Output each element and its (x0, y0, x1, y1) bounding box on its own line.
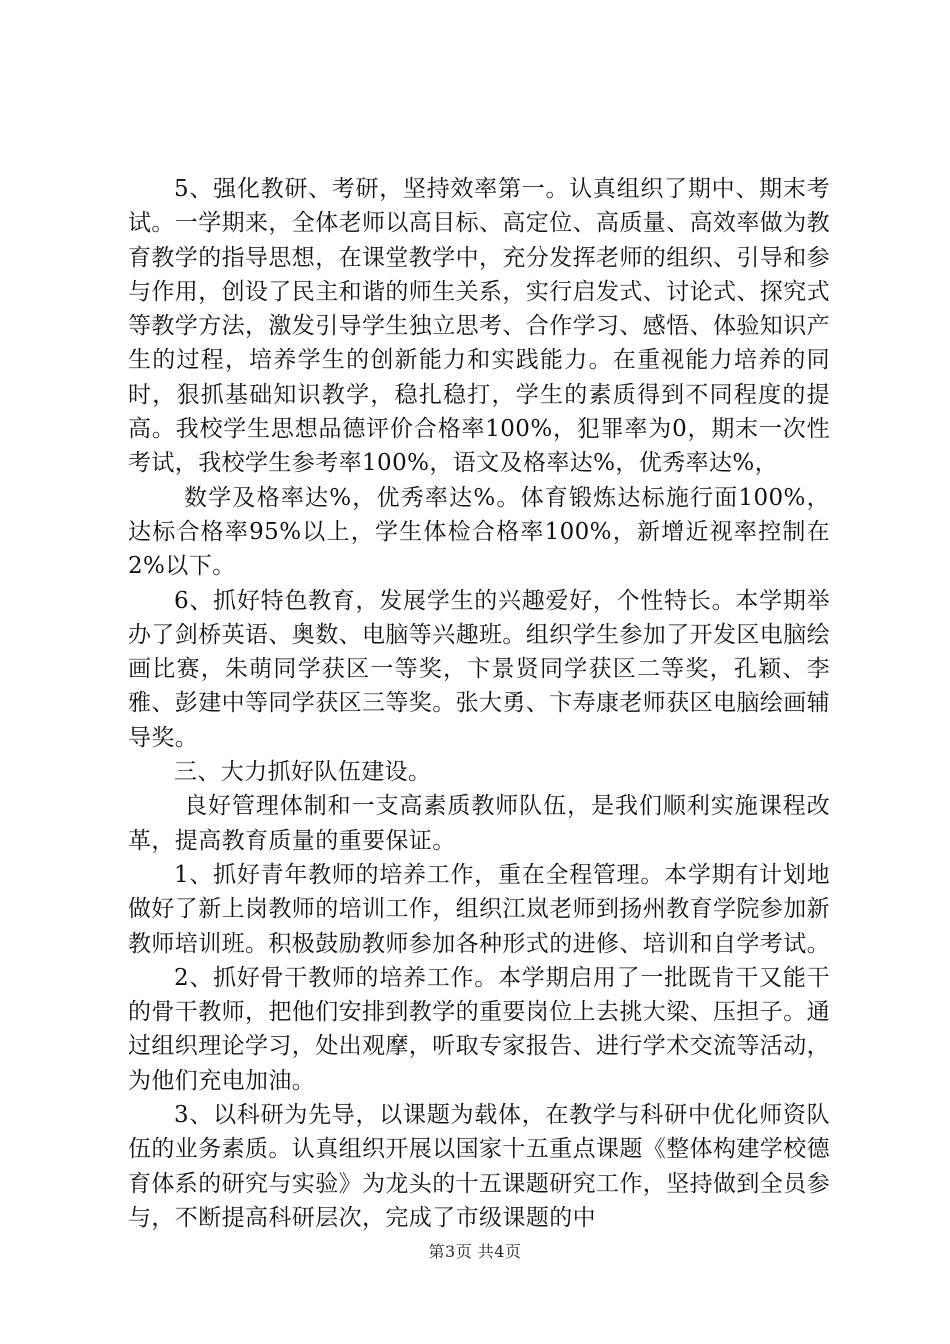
paragraph-backbone-teachers: 2、抓好骨干教师的培养工作。本学期启用了一批既肯干又能干的骨干教师，把他们安排到教学的重要岗位上去挑大梁、压担子。通过组织理论学习，处出观摩，听取专家报告、进行学术交流等活动，为他们充电加油。 (128, 964, 830, 1094)
section-heading-team-building: 三、大力抓好队伍建设。 (174, 759, 432, 786)
paragraph-research-leading: 3、以科研为先导，以课题为载体，在教学与科研中优化师资队伍的业务素质。认真组织开展以国家十五重点课题《整体构建学校德育体系的研究与实验》为龙头的十五课题研究工作，坚持做到全员参与，不断提高科研层次，完成了市级课题的中 (128, 1102, 830, 1231)
paragraph-management-system: 良好管理体制和一支高素质教师队伍，是我们顺利实施课程改革，提高教育质量的重要保证。 (128, 793, 830, 854)
paragraph-research-efficiency: 5、强化教研、考研，坚持效率第一。认真组织了期中、期末考试。一学期来，全体老师以高目标、高定位、高质量、高效率做为教育教学的指导思想，在课堂教学中，充分发挥老师的组织、引导和参与作用，创设了民主和谐的师生关系，实行启发式、讨论式、探究式等教学方法，激发引导学生独立思考、合作学习、感悟、体验知识产生的过程，培养学生的创新能力和实践能力。在重视能力培养的同时，狠抓基础知识教学，稳扎稳打，学生的素质得到不同程度的提高。我校学生思想品德评价合格率100%，犯罪率为0，期末一次性考试，我校学生参考率100%，语文及格率达%，优秀率达%， (128, 176, 830, 477)
paragraph-special-education: 6、抓好特色教育，发展学生的兴趣爱好，个性特长。本学期举办了剑桥英语、奥数、电脑等兴趣班。组织学生参加了开发区电脑绘画比赛，朱萌同学获区一等奖，卞景贤同学获区二等奖，孔颖、李雅、彭建中等同学获区三等奖。张大勇、卞寿康老师获区电脑绘画辅导奖。 (128, 587, 830, 751)
paragraph-young-teachers: 1、抓好青年教师的培养工作，重在全程管理。本学期有计划地做好了新上岗教师的培训工作，组织江岚老师到扬州教育学院参加新教师培训班。积极鼓励教师参加各种形式的进修、培训和自学考试。 (128, 861, 830, 957)
document-body (128, 172, 830, 1235)
paragraph-math-pe-stats: 数学及格率达%，优秀率达%。体育锻炼达标施行面100%，达标合格率95%以上，学生体检合格率100%，新增近视率控制在2%以下。 (128, 484, 830, 580)
page-number-footer: 第3页 共4页 (428, 1242, 522, 1261)
